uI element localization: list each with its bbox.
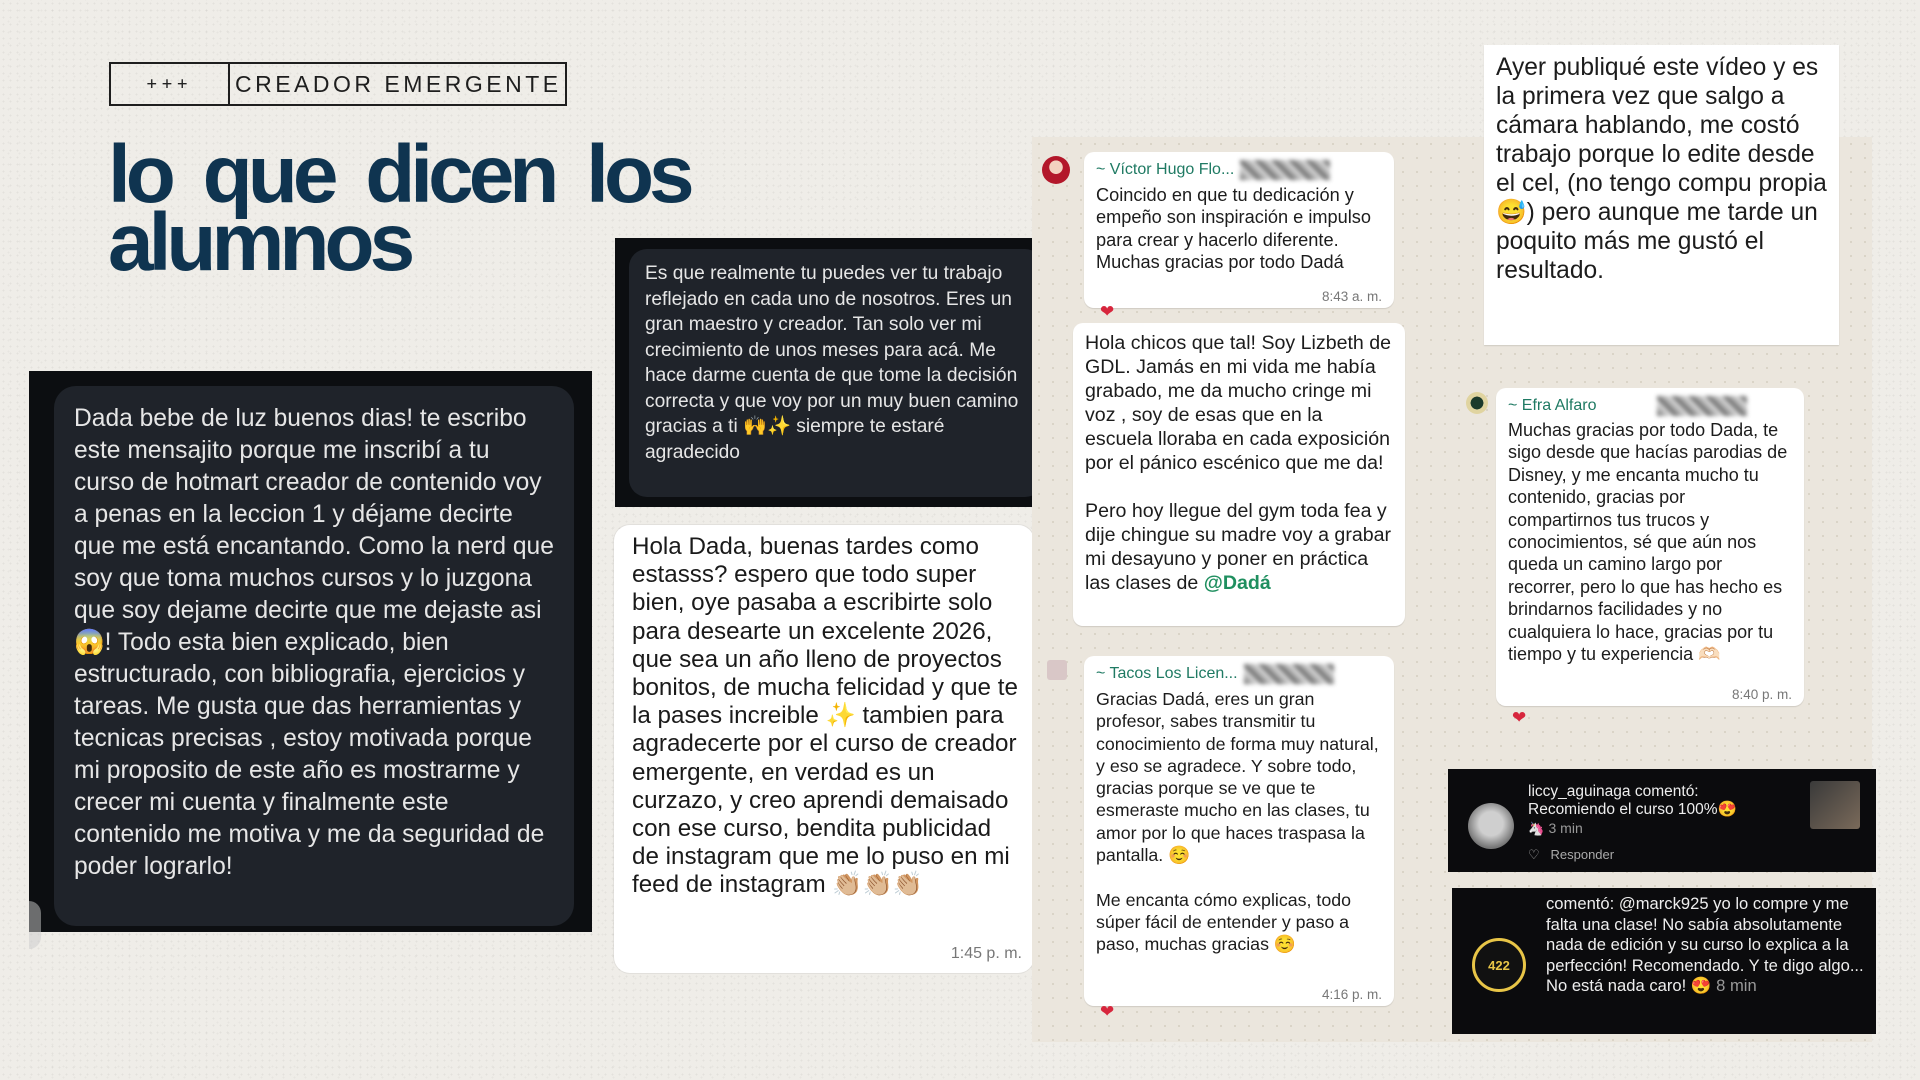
message-text: Hola Dada, buenas tardes como estasss? espero que todo super bien, oye pasaba a escribirte solo para desearte un excelente 2026, que sea un año lleno de proyectos bonitos, de mucha felicidad y que te la pases increible ✨ tambien para agradecerte por el curso de creador emergente, en verdad es un curzazo, y creo aprendi demaisado con ese curso, bendita publicidad de instagram que me lo puso en mi feed de instagram 👏🏼👏🏼👏🏼 bbox=[632, 533, 1018, 899]
comment-body bbox=[1528, 783, 1798, 838]
message-text: Gracias Dadá, eres un gran profesor, sabes transmitir tu conocimiento de forma muy natural, y eso se agradece. Y sobre todo, gracias porque se ve que te esmeraste mucho en las clases, tu amor por lo que haces traspasa la pantalla. ☺️ Me encanta cómo explicas, todo súper fácil de entender y paso a paso, muchas gracias ☺️ bbox=[1096, 689, 1379, 955]
sender-name: ~ Víctor Hugo Flo... bbox=[1096, 161, 1235, 179]
sender-name: ~ Efra Alfaro bbox=[1508, 397, 1597, 415]
message-time: 8:43 a. m. bbox=[1321, 289, 1382, 304]
message-time: 4:16 p. m. bbox=[1321, 987, 1382, 1002]
badge-symbols: +++ bbox=[111, 64, 230, 104]
chat-message bbox=[1496, 388, 1804, 706]
chat-message bbox=[1084, 152, 1394, 308]
instagram-comment bbox=[1452, 888, 1876, 1034]
redacted-phone bbox=[1244, 664, 1334, 684]
message-text: Muchas gracias por todo Dada, te sigo desde que hacías parodias de Disney, y me encanta mucho tu contenido, gracias por compartirnos tus trucos y conocimientos, sé que aún nos queda un camino largo por recorrer, pero lo que has hecho es brindarnos facilidades y no cualquiera lo hace, gracias por tu tiempo y tu experiencia 🫶🏻 bbox=[1508, 420, 1788, 665]
message-bubble: Dada bebe de luz buenos dias! te escribo este mensajito porque me inscribí a tu curso de hotmart creador de contenido voy a penas en la leccion 1 y déjame decirte que me está encantando. Como la nerd que soy que toma muchos cursos y lo juzgona que soy dejame decirte que me dejaste asi 😱! Todo esta bien explicado, bien estructurado, con bibliografia, ejercicios y tareas. Me gusta que das herramientas y tecnicas precisas , estoy motivada porque mi proposito de este año es mostrarme y crecer mi cuenta y finalmente este contenido me motiva y me da seguridad de poder lograrlo! bbox=[54, 386, 574, 926]
comment-time: 8 min bbox=[1716, 976, 1757, 996]
message-time: 1:45 p. m. bbox=[950, 945, 1022, 962]
chat-message bbox=[1484, 45, 1839, 345]
message-time: 8:40 p. m. bbox=[1731, 687, 1792, 702]
avatar bbox=[1466, 392, 1488, 414]
instagram-comment bbox=[1448, 769, 1876, 872]
message-text: Coincido en que tu dedicación y empeño son inspiración e impulso para crear y hacerlo diferente. Muchas gracias por todo Dadá bbox=[1096, 185, 1371, 273]
comment-text: comentó: @marck925 yo lo compre y me falta una clase! No sabía absolutamente nada de edición y su curso lo explica a la perfección! Recomendado. Y te digo algo... No está nada caro! 😍 bbox=[1546, 894, 1864, 996]
sender-name: ~ Tacos Los Licen... bbox=[1096, 665, 1238, 683]
heart-outline-icon[interactable]: ♡ bbox=[1528, 847, 1540, 862]
post-thumbnail[interactable] bbox=[1810, 781, 1860, 829]
redacted-phone bbox=[1657, 396, 1747, 416]
avatar bbox=[1042, 156, 1070, 184]
avatar: 422 bbox=[1472, 938, 1526, 992]
comment-body bbox=[1546, 894, 1866, 997]
testimonial-screenshot-dark-small bbox=[615, 238, 1058, 507]
testimonial-screenshot-dark-large bbox=[29, 371, 592, 932]
avatar bbox=[1047, 660, 1067, 680]
chat-message bbox=[1073, 323, 1405, 626]
heart-reaction-icon: ❤ bbox=[1100, 302, 1115, 322]
message-text: Hola chicos que tal! Soy Lizbeth de GDL. Jamás en mi vida me había grabado, me da mucho cringe mi voz , soy de esas que en la escuela lloraba en cada exposición por el pánico escénico que me da! Pero hoy llegue del gym toda fea y dije chingue su madre voy a grabar mi desayuno y poner en práctica las clases de @Dadá bbox=[1085, 332, 1392, 594]
avatar bbox=[1468, 803, 1514, 849]
badge-label: CREADOR EMERGENTE bbox=[235, 70, 562, 97]
page-title: lo que dicen los alumnos bbox=[108, 129, 690, 288]
comment-time: 3 min bbox=[1548, 820, 1583, 836]
comment-text: Recomiendo el curso 100%😍 bbox=[1528, 801, 1737, 818]
mention-link[interactable]: @Dadá bbox=[1203, 572, 1271, 594]
chat-message bbox=[1084, 656, 1394, 1006]
comment-verb: comentó: bbox=[1634, 783, 1699, 800]
heart-reaction-icon: ❤ bbox=[1512, 708, 1527, 728]
message-text: Ayer publiqué este vídeo y es la primera vez que salgo a cámara hablando, me costó trabajo porque lo edite desde el cel, (no tengo compu propia 😅) pero aunque me tarde un poquito más me gustó el resultado. bbox=[1496, 54, 1827, 284]
message-bubble: Es que realmente tu puedes ver tu trabajo reflejado en cada uno de nosotros. Eres un gran maestro y creador. Tan solo ver mi crecimiento de unos meses para acá. Me hace darme cuenta de que tome la decisión correcta y que voy por un muy buen camino gracias a ti 🙌✨ siempre te estaré agradecido bbox=[629, 249, 1043, 497]
reply-button[interactable]: ♡ Responder bbox=[1528, 847, 1615, 862]
section-badge bbox=[109, 62, 567, 106]
unicorn-icon: 🦄 bbox=[1528, 821, 1545, 836]
heart-reaction-icon: ❤ bbox=[1100, 1002, 1115, 1022]
scroll-edge bbox=[29, 901, 41, 949]
testimonial-screenshot-white bbox=[614, 525, 1034, 973]
comment-username[interactable]: liccy_aguinaga bbox=[1528, 783, 1631, 800]
redacted-phone bbox=[1240, 160, 1330, 180]
